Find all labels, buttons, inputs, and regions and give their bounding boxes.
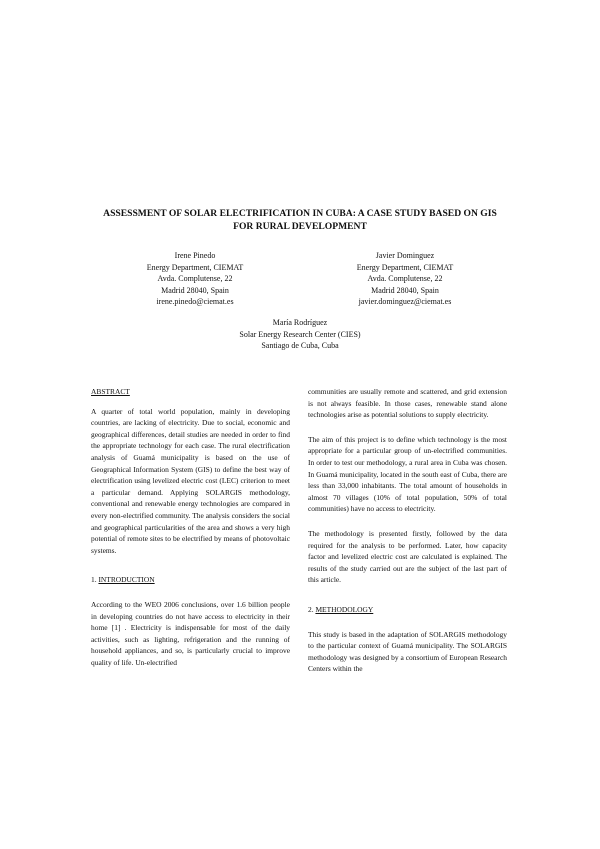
section-title: INTRODUCTION xyxy=(98,575,155,585)
author-name: María Rodríguez xyxy=(272,318,328,327)
author-name: Irene Pinedo xyxy=(174,251,216,260)
author-address: Avda. Complutense, 22 xyxy=(367,274,443,283)
introduction-paragraph-2: The aim of this project is to define which technology is the most appropriate for a particular group of un-electrified communities. In order to test our methodology, a rural area in Cuba was chosen. In Guamá municipality, located in the south east of Cuba, there are less than 33,000 inhabitants. The total amount of households in almost 70 villages (10% of total population, 50% of total communities) have no access to electricity. xyxy=(308,434,507,514)
abstract-heading: ABSTRACT xyxy=(91,387,130,396)
author-address: Avda. Complutense, 22 xyxy=(157,274,233,283)
author-email: javier.dominguez@ciemat.es xyxy=(358,297,452,306)
section-number: 2. xyxy=(308,604,314,614)
section-title: METHODOLOGY xyxy=(315,604,374,614)
introduction-text: According to the WEO 2006 conclusions, over 1.6 billion people in developing countries do not have access to electricity in their home [1] . Electricity is indispensable for most of the daily activities, such as lighting, refrigeration and the running of household appliances, and so, is particularly crucial to improve quality of life. Un-electrified xyxy=(91,599,290,667)
author-affiliation: Solar Energy Research Center (CIES) xyxy=(239,329,361,339)
introduction-paragraph-3: The methodology is presented firstly, followed by the data required for the analysis to be performed. Later, how capacity factor and levelized electric cost are calculated is explained. The results of the study carried out are the subject of the last part of this article. xyxy=(308,528,507,585)
author-affiliation: Energy Department, CIEMAT xyxy=(356,262,454,272)
author-address: Madrid 28040, Spain xyxy=(161,285,229,295)
author-name: Javier Dominguez xyxy=(375,251,435,260)
author-affiliation: Energy Department, CIEMAT xyxy=(146,262,244,272)
methodology-text: This study is based in the adaptation of SOLARGIS methodology to the particular context of Guamá municipality. The SOLARGIS methodology was designed by a consortium of European Research Centers within the xyxy=(308,629,507,674)
author-address: Madrid 28040, Spain xyxy=(371,285,439,295)
left-column xyxy=(91,386,290,668)
author-block-3 xyxy=(200,317,400,352)
introduction-continuation: communities are usually remote and scattered, and grid extension is not always feasible. In those cases, renewable stand alone technologies arise as potential solutions to supply electricity. xyxy=(308,387,507,420)
author-block-2 xyxy=(330,250,480,308)
author-address: Santiago de Cuba, Cuba xyxy=(261,341,339,350)
title-line-1: ASSESSMENT OF SOLAR ELECTRIFICATION IN CUBA: A CASE STUDY BASED ON GIS xyxy=(103,208,497,219)
author-block-1 xyxy=(120,250,270,308)
right-column xyxy=(308,386,507,675)
title-line-2: FOR RURAL DEVELOPMENT xyxy=(233,221,367,232)
introduction-heading xyxy=(91,574,290,586)
methodology-heading xyxy=(308,604,507,616)
abstract-text: A quarter of total world population, mainly in developing countries, are lacking of electricity. Due to social, economic and geographical differences, detail studies are needed in order to find the appropriate technology for each case. The rural electrification analysis of Guamá municipality is based on the use of Geographical Information System (GIS) to define the best way of electrification using levelized electric cost (LEC) criterion to meet a particular demand. Applying SOLARGIS methodology, conventional and renewable energy technologies are compared in every non-electrified community. The analysis considers the social and geographical particularities of the area and shows a very high potential of remote sites to be electrified by means of photovoltaic systems. xyxy=(91,406,290,555)
section-number: 1. xyxy=(91,575,97,585)
paper-title xyxy=(90,207,510,233)
author-email: irene.pinedo@ciemat.es xyxy=(156,297,234,306)
